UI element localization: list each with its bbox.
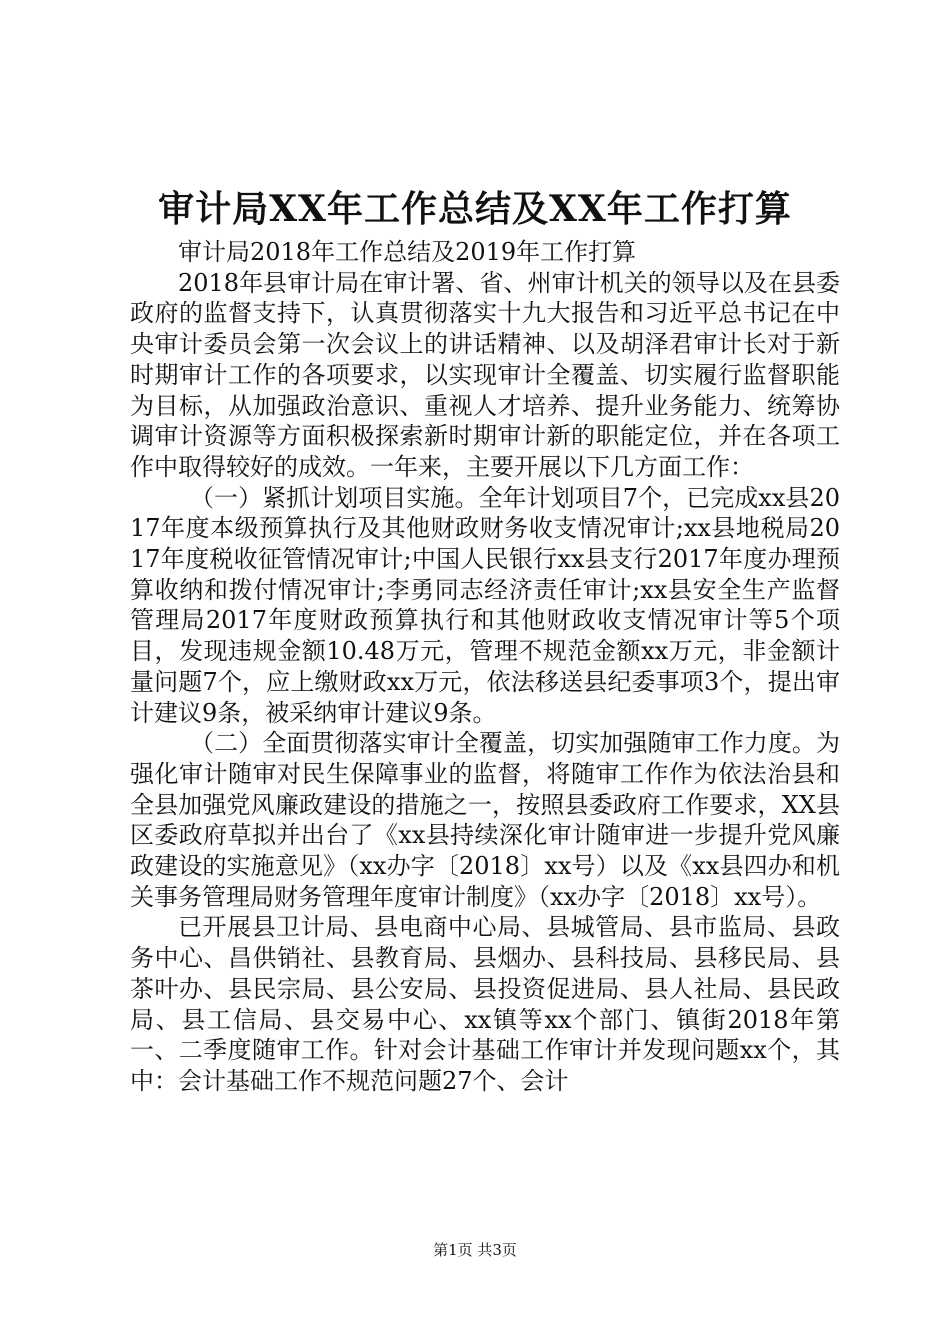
- paragraph-section-1: （一）紧抓计划项目实施。全年计划项目7个，已完成xx县2017年度本级预算执行及其他财政财务收支情况审计;xx县地税局2017年度税收征管情况审计;中国人民银行xx县支行2017年度办理预算收纳和拨付情况审计;李勇同志经济责任审计;xx县安全生产监督管理局2017年度财政预算执行和其他财政收支情况审计等5个项目，发现违规金额10.48万元，管理不规范金额xx万元，非金额计量问题7个，应上缴财政xx万元，依法移送县纪委事项3个，提出审计建议9条，被采纳审计建议9条。: [130, 483, 840, 727]
- document-title: 审计局XX年工作总结及XX年工作打算: [158, 188, 792, 230]
- document-body: [130, 237, 840, 1097]
- paragraph-audit-list: 已开展县卫计局、县电商中心局、县城管局、县市监局、县政务中心、昌供销社、县教育局、县烟办、县科技局、县移民局、县茶叶办、县民宗局、县公安局、县投资促进局、县人社局、县民政局、县工信局、县交易中心、xx镇等xx个部门、镇街2018年第一、二季度随审工作。针对会计基础工作审计并发现问题xx个，其中：会计基础工作不规范问题27个、会计: [130, 913, 840, 1095]
- paragraph-intro: 2018年县审计局在审计署、省、州审计机关的领导以及在县委政府的监督支持下，认真贯彻落实十九大报告和习近平总书记在中央审计委员会第一次会议上的讲话精神、以及胡泽君审计长对于新时期审计工作的各项要求，以实现审计全覆盖、切实履行监督职能为目标，从加强政治意识、重视人才培养、提升业务能力、统筹协调审计资源等方面积极探索新时期审计新的职能定位，并在各项工作中取得较好的成效。一年来，主要开展以下几方面工作：: [130, 268, 840, 481]
- paragraph-section-2: （二）全面贯彻落实审计全覆盖，切实加强随审工作力度。为强化审计随审对民生保障事业的监督，将随审工作作为依法治县和全县加强党风廉政建设的措施之一，按照县委政府工作要求，XX县区委政府草拟并出台了《xx县持续深化审计随审进一步提升党风廉政建设的实施意见》（xx办字〔2018〕xx号）以及《xx县四办和机关事务管理局财务管理年度审计制度》（xx办字〔2018〕xx号）。: [130, 729, 840, 911]
- page-footer: 第1页 共3页: [433, 1241, 517, 1259]
- document-subtitle: 审计局2018年工作总结及2019年工作打算: [178, 238, 637, 266]
